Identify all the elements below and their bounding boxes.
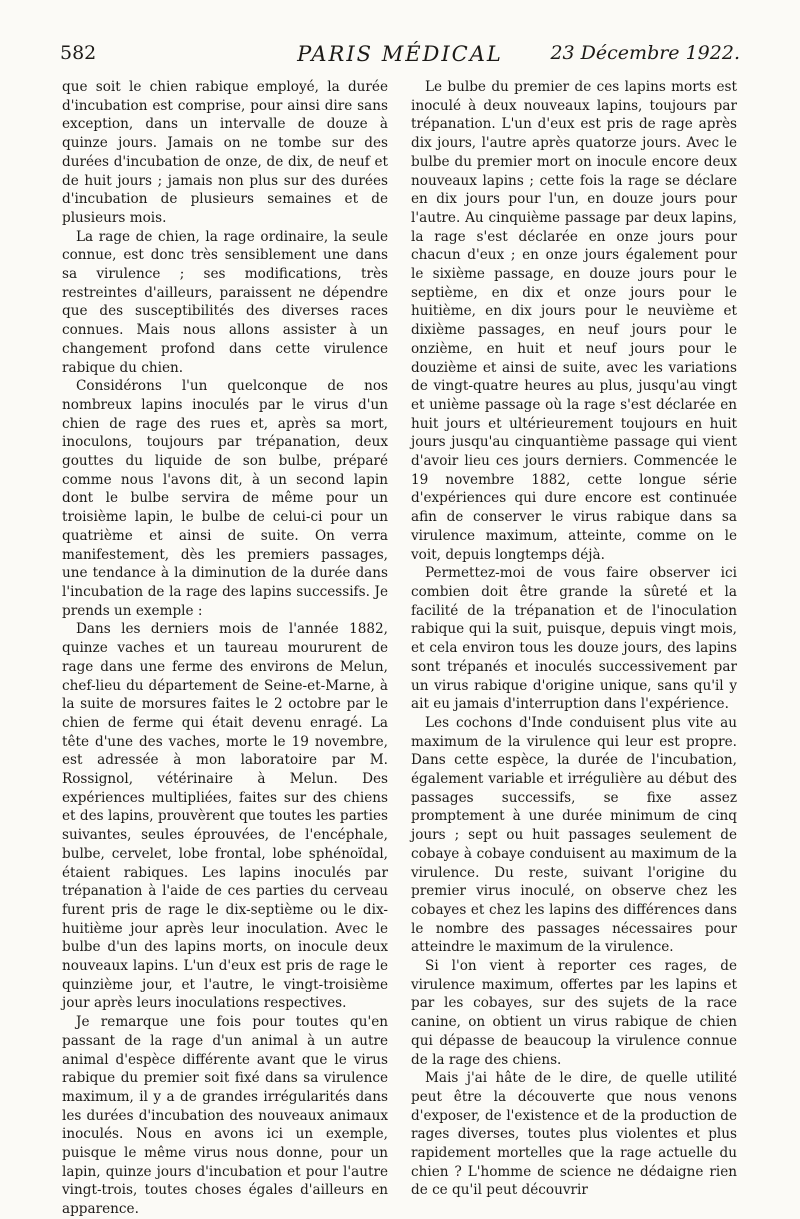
journal-title: PARIS MÉDICAL xyxy=(297,42,503,66)
paragraph: Si l'on vient à reporter ces rages, de virulence maximum, offertes par les lapins et par les cobayes, sur des sujets de la race canine, on obtient un virus rabique de chien qui dépasse de beaucoup la virulence connue de la rage des chiens. xyxy=(411,958,737,1068)
paragraph: Les cochons d'Inde conduisent plus vite au maximum de la virulence qui leur est propre. Dans cette espèce, la durée de l'incubation, également variable et irrégulière au début des passages successifs, se fixe assez promptement à une durée minimum de cinq jours ; sept ou huit passages seulement de cobaye à cobaye conduisent au maximum de la virulence. Du reste, suivant l'origine du premier virus inoculé, on observe chez les cobayes et chez les lapins des différences dans le nombre des passages nécessaires pour atteindre le maximum de la virulence. xyxy=(411,714,737,956)
page-header xyxy=(60,40,740,70)
left-column xyxy=(62,78,388,1219)
page-number: 582 xyxy=(60,42,97,64)
paragraph: que soit le chien rabique employé, la durée d'incubation est comprise, pour ainsi dire sans exception, dans un intervalle de douze à quinze jours. Jamais on ne tombe sur des durées d'incubation de onze, de dix, de neuf et de huit jours ; jamais non plus sur des durées d'incubation de plusieurs semaines et de plusieurs mois. xyxy=(62,79,388,226)
paragraph: Je remarque une fois pour toutes qu'en passant de la rage d'un animal à un autre animal d'espèce différente avant que le virus rabique du premier soit fixé dans sa virulence maximum, il y a de grandes irrégularités dans les durées d'incubation des nouveaux animaux inoculés. Nous en avons ici un exemple, puisque le même virus nous donne, pour un lapin, quinze jours d'incubation et pour l'autre vingt-trois, toutes choses égales d'ailleurs en apparence. xyxy=(62,1014,388,1218)
paragraph: Considérons l'un quelconque de nos nombreux lapins inoculés par le virus d'un chien de rage des rues et, après sa mort, inoculons, toujours par trépanation, deux gouttes du liquide de son bulbe, préparé comme nous l'avons dit, à un second lapin dont le bulbe servira de même pour un troisième lapin, le bulbe de celui-ci pour un quatrième et ainsi de suite. On verra manifestement, dès les premiers passages, une tendance à la diminution de la durée dans l'incubation de la rage des lapins successifs. Je prends un exemple : xyxy=(62,378,388,619)
paragraph: La rage de chien, la rage ordinaire, la seule connue, est donc très sensiblement une dans sa virulence ; ses modifications, très restreintes d'ailleurs, paraissent ne dépendre que des susceptibilités des diverses races connues. Mais nous allons assister à un changement profond dans cette virulence rabique du chien. xyxy=(62,228,388,376)
paragraph: Le bulbe du premier de ces lapins morts est inoculé à deux nouveaux lapins, toujours par trépanation. L'un d'eux est pris de rage après dix jours, l'autre après quatorze jours. Avec le bulbe du premier mort on inocule encore deux nouveaux lapins ; cette fois la rage se déclare en dix jours pour l'un, en douze jours pour l'autre. Au cinquième passage par deux lapins, la rage s'est déclarée en onze jours pour chacun d'eux ; en onze jours également pour le sixième passage, en douze jours pour le septième, en dix et onze jours pour le huitième, en dix jours pour le neuvième et dixième passages, en neuf jours pour le onzième, en huit et neuf jours pour le douzième et ainsi de suite, avec les variations de vingt-quatre heures au plus, jusqu'au vingt et unième passage où la rage s'est déclarée en huit jours et ultérieurement toujours en huit jours jusqu'au cinquantième passage qui vient d'avoir lieu ces jours derniers. Commencée le 19 novembre 1882, cette longue série d'expériences qui dure encore est continuée afin de conserver le virus rabique dans sa virulence maximum, atteinte, comme on le voit, depuis longtemps déjà. xyxy=(411,79,737,563)
paragraph: Permettez-moi de vous faire observer ici combien doit être grande la sûreté et la facilité de la trépanation et de l'inoculation rabique qui la suit, puisque, depuis vingt mois, et cela environ tous les douze jours, des lapins sont trépanés et inoculés successivement par un virus rabique d'origine unique, sans qu'il y ait eu jamais d'interruption dans l'expérience. xyxy=(411,565,737,713)
paragraph: Dans les derniers mois de l'année 1882, quinze vaches et un taureau moururent de rage dans une ferme des environs de Melun, chef-lieu du département de Seine-et-Marne, à la suite de morsures faites le 2 octobre par le chien de ferme qui était devenu enragé. La tête d'une des vaches, morte le 19 novembre, est adressée à mon laboratoire par M. Rossignol, vétérinaire à Melun. Des expériences multipliées, faites sur des chiens et des lapins, prouvèrent que toutes les parties suivantes, seules éprouvées, de l'encéphale, bulbe, cervelet, lobe frontal, lobe sphénoïdal, étaient rabiques. Les lapins inoculés par trépanation à l'aide de ces parties du cerveau furent pris de rage le dix-septième ou le dix-huitième jour après leur inoculation. Avec le bulbe d'un des lapins morts, on inocule deux nouveaux lapins. L'un d'eux est pris de rage le quinzième jour, et l'autre, le vingt-troisième jour après leurs inoculations respectives. xyxy=(62,621,388,1012)
issue-date: 23 Décembre 1922. xyxy=(550,42,740,64)
right-column xyxy=(411,78,737,1200)
paragraph: Mais j'ai hâte de le dire, de quelle utilité peut être la découverte que nous venons d'exposer, de l'existence et de la production de rages diverses, toutes plus violentes et plus rapidement mortelles que la rage actuelle du chien ? L'homme de science ne dédaigne rien de ce qu'il peut découvrir xyxy=(411,1070,737,1199)
